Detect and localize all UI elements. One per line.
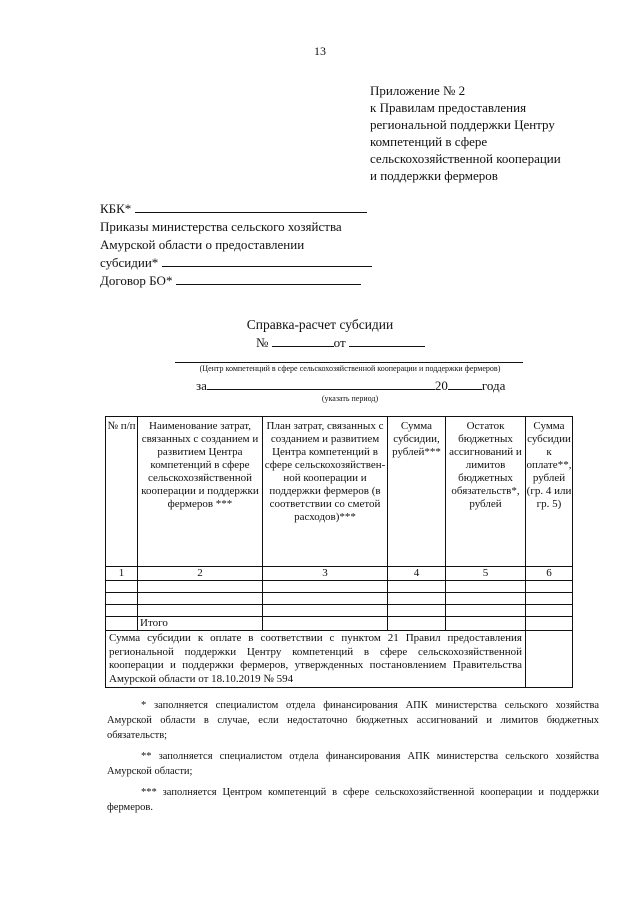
year-prefix: 20	[434, 378, 448, 393]
center-caption: (Центр компетенций в сфере сельскохозяйственной кооперации и поддержки фермеров)	[199, 364, 501, 373]
column-number: 2	[138, 567, 263, 581]
period-prefix: за	[196, 378, 207, 393]
table-cell[interactable]	[263, 593, 388, 605]
date-label: от	[333, 335, 346, 350]
column-number: 3	[263, 567, 388, 581]
table-cell[interactable]	[388, 593, 446, 605]
contract-label: Договор БО*	[100, 273, 173, 288]
table-row	[106, 593, 573, 605]
number-field[interactable]	[272, 335, 334, 347]
appendix-line: региональной поддержки Центру	[370, 117, 555, 132]
header-cell: Наименование затрат, связанных с созданием и развитием Центра компетенций в сфере сельскохозяйственной кооперации и поддержки фермеров ***	[138, 417, 263, 567]
year-field[interactable]	[448, 378, 482, 390]
contract-field[interactable]	[176, 273, 361, 285]
kbk-field[interactable]	[135, 201, 367, 213]
table-cell[interactable]	[526, 593, 573, 605]
table-cell[interactable]	[138, 593, 263, 605]
footnote: * заполняется специалистом отдела финансирования АПК министерства сельского хозяйства Амурской области в случае, если недостаточно бюджетных ассигнований и лимитов бюджетных обязательств;	[107, 700, 599, 741]
table-cell[interactable]	[106, 605, 138, 617]
table-cell[interactable]	[263, 581, 388, 593]
table-cell[interactable]	[138, 605, 263, 617]
table-cell[interactable]	[138, 581, 263, 593]
header-row	[106, 417, 573, 567]
orders-line-3: субсидии*	[100, 255, 159, 270]
appendix-line: сельскохозяйственной кооперации	[370, 151, 561, 166]
appendix-block	[370, 82, 561, 184]
number-label: №	[256, 335, 269, 350]
appendix-line: Приложение № 2	[370, 83, 466, 98]
table-cell[interactable]	[446, 593, 526, 605]
table-cell[interactable]	[263, 605, 388, 617]
footnote: *** заполняется Центром компетенций в сфере сельскохозяйственной кооперации и поддержки фермеров.	[107, 787, 599, 813]
kbk-label: КБК*	[100, 201, 132, 216]
table-cell[interactable]	[106, 581, 138, 593]
center-name-field[interactable]	[175, 362, 523, 363]
table-row	[106, 581, 573, 593]
summary-row	[106, 631, 573, 688]
total-label: Итого	[138, 617, 263, 631]
number-line	[256, 335, 425, 351]
period-field[interactable]	[207, 378, 435, 390]
date-field[interactable]	[349, 335, 425, 347]
header-fields	[100, 200, 372, 290]
summary-text: Сумма субсидии к оплате в соответствии с пунктом 21 Правил предоставления региональной поддержки Центру компетенций в сфере сельскохозяйственной кооперации и поддержки фермеров, утвержденных постановлением Правительства Амурской области от 18.10.2019 № 594	[106, 631, 526, 688]
year-suffix: года	[481, 378, 506, 393]
orders-line-2: Амурской области о предоставлении	[100, 237, 305, 252]
table-cell[interactable]	[446, 617, 526, 631]
orders-field[interactable]	[162, 255, 372, 267]
column-number: 1	[106, 567, 138, 581]
total-row	[106, 617, 573, 631]
footnotes	[107, 698, 599, 821]
table-cell[interactable]	[446, 581, 526, 593]
column-number: 6	[526, 567, 573, 581]
summary-value-cell[interactable]	[526, 631, 573, 688]
column-number: 5	[446, 567, 526, 581]
period-line	[196, 378, 505, 394]
table-cell[interactable]	[526, 605, 573, 617]
appendix-line: компетенций в сфере	[370, 134, 488, 149]
header-cell: № п/п	[106, 417, 138, 567]
table-cell[interactable]	[526, 617, 573, 631]
table-cell[interactable]	[526, 581, 573, 593]
table-cell[interactable]	[263, 617, 388, 631]
header-cell: План затрат, связанных с созданием и развитием Центра компетенций в сфере сельскохозяйствен-ной кооперации и поддержки фермеров (в соответствии со сметой расходов)***	[263, 417, 388, 567]
table-cell	[106, 617, 138, 631]
appendix-line: к Правилам предоставления	[370, 100, 527, 115]
column-number-row	[106, 567, 573, 581]
header-cell: Сумма субсидии, рублей***	[388, 417, 446, 567]
subsidy-table	[105, 416, 573, 688]
document-title: Справка-расчет субсидии	[246, 317, 394, 332]
period-caption: (указать период)	[321, 394, 379, 403]
appendix-line: и поддержки фермеров	[370, 168, 498, 183]
orders-line-1: Приказы министерства сельского хозяйства	[100, 219, 342, 234]
table-row	[106, 605, 573, 617]
header-cell: Остаток бюджетных ассигнований и лимитов бюджетных обязательств*, рублей	[446, 417, 526, 567]
footnote: ** заполняется специалистом отдела финансирования АПК министерства сельского хозяйства Амурской области;	[107, 751, 599, 777]
header-cell: Сумма субсидии к оплате**, рублей (гр. 4 или гр. 5)	[526, 417, 573, 567]
table-cell[interactable]	[388, 605, 446, 617]
table-cell[interactable]	[388, 617, 446, 631]
table-cell[interactable]	[388, 581, 446, 593]
column-number: 4	[388, 567, 446, 581]
page-number: 13	[314, 44, 326, 58]
table-cell[interactable]	[106, 593, 138, 605]
table-cell[interactable]	[446, 605, 526, 617]
